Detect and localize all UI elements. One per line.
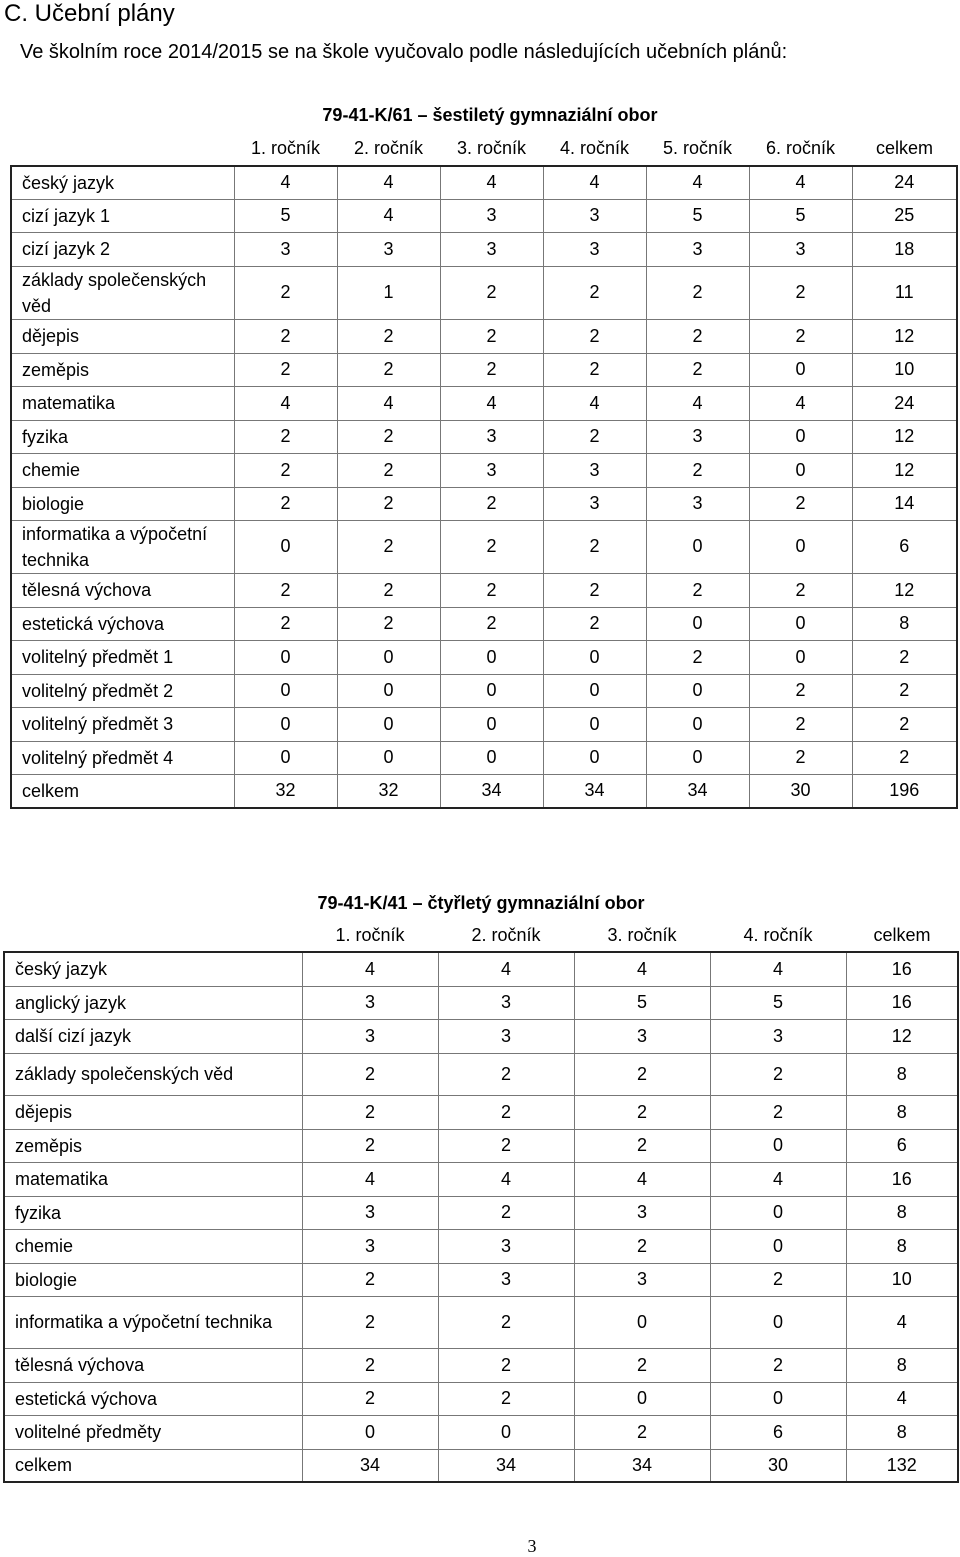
- value-cell: 0: [646, 520, 749, 573]
- value-cell: 2: [337, 453, 440, 487]
- column-header: 4. ročník: [743, 924, 813, 945]
- value-cell: 0: [543, 707, 646, 741]
- value-cell: 2: [302, 1382, 438, 1415]
- value-cell: 0: [646, 707, 749, 741]
- value-cell: 2: [438, 1095, 574, 1129]
- value-cell: 0: [234, 741, 337, 774]
- value-cell: 2: [234, 453, 337, 487]
- subject-cell: základy společenských věd: [11, 266, 234, 319]
- value-cell: 2: [438, 1129, 574, 1162]
- table-row: [4, 1229, 958, 1263]
- section-heading: C. Učební plány: [4, 0, 175, 27]
- value-cell: 3: [440, 199, 543, 232]
- value-cell: 0: [646, 741, 749, 774]
- value-cell: 4: [574, 1162, 710, 1196]
- value-cell: 3: [438, 1229, 574, 1263]
- value-cell: 2: [710, 1263, 846, 1296]
- table-row: [4, 1296, 958, 1348]
- value-cell: 3: [543, 199, 646, 232]
- value-cell: 1: [337, 266, 440, 319]
- value-cell: 5: [749, 199, 852, 232]
- column-header: celkem: [873, 924, 931, 945]
- value-cell: 2: [440, 520, 543, 573]
- value-cell: 2: [337, 573, 440, 607]
- value-cell: 2: [710, 1348, 846, 1382]
- value-cell: 0: [710, 1382, 846, 1415]
- value-cell: 2: [749, 707, 852, 741]
- table-row: [11, 166, 957, 199]
- value-cell: 3: [302, 1229, 438, 1263]
- value-cell: 3: [302, 986, 438, 1019]
- value-cell: 12: [852, 453, 957, 487]
- value-cell: 3: [646, 232, 749, 266]
- value-cell: 2: [438, 1196, 574, 1229]
- value-cell: 0: [749, 640, 852, 674]
- column-header: 3. ročník: [607, 924, 677, 945]
- value-cell: 2: [574, 1415, 710, 1449]
- value-cell: 3: [337, 232, 440, 266]
- value-cell: 2: [749, 741, 852, 774]
- table-row: [11, 573, 957, 607]
- value-cell: 3: [440, 232, 543, 266]
- value-cell: 4: [440, 166, 543, 199]
- header-row: [11, 132, 957, 166]
- value-cell: 0: [749, 520, 852, 573]
- value-cell: 2: [438, 1382, 574, 1415]
- value-cell: 2: [440, 607, 543, 640]
- table-row: [11, 774, 957, 808]
- header-row: [4, 919, 958, 952]
- value-cell: 5: [234, 199, 337, 232]
- value-cell: 2: [749, 319, 852, 353]
- subject-cell: chemie: [4, 1229, 302, 1263]
- value-cell: 4: [574, 952, 710, 986]
- value-cell: 3: [543, 487, 646, 520]
- value-cell: 3: [438, 986, 574, 1019]
- value-cell: 2: [234, 353, 337, 386]
- value-cell: 3: [302, 1196, 438, 1229]
- value-cell: 0: [440, 741, 543, 774]
- subject-cell: dějepis: [11, 319, 234, 353]
- value-cell: 0: [337, 674, 440, 707]
- value-cell: 2: [574, 1095, 710, 1129]
- value-cell: 34: [302, 1449, 438, 1482]
- table-row: [11, 319, 957, 353]
- table-row: [11, 640, 957, 674]
- value-cell: 0: [710, 1196, 846, 1229]
- value-cell: 2: [438, 1348, 574, 1382]
- subject-cell: dějepis: [4, 1095, 302, 1129]
- value-cell: 0: [710, 1229, 846, 1263]
- table-row: [4, 1449, 958, 1482]
- value-cell: 0: [440, 640, 543, 674]
- value-cell: 8: [846, 1415, 958, 1449]
- subject-cell: cizí jazyk 1: [11, 199, 234, 232]
- subject-cell: český jazyk: [11, 166, 234, 199]
- value-cell: 10: [852, 353, 957, 386]
- value-cell: 0: [646, 674, 749, 707]
- value-cell: 0: [574, 1382, 710, 1415]
- table-row: [11, 741, 957, 774]
- table-four-year-plan: [3, 919, 959, 1483]
- value-cell: 11: [852, 266, 957, 319]
- value-cell: 8: [846, 1196, 958, 1229]
- subject-cell: zeměpis: [11, 353, 234, 386]
- value-cell: 8: [852, 607, 957, 640]
- value-cell: 2: [543, 573, 646, 607]
- value-cell: 24: [852, 166, 957, 199]
- table-row: [4, 1196, 958, 1229]
- subject-cell: základy společenských věd: [4, 1053, 302, 1095]
- value-cell: 30: [710, 1449, 846, 1482]
- value-cell: 2: [646, 573, 749, 607]
- value-cell: 6: [710, 1415, 846, 1449]
- subject-cell: matematika: [11, 386, 234, 420]
- subject-cell: tělesná výchova: [4, 1348, 302, 1382]
- value-cell: 12: [852, 573, 957, 607]
- subject-cell: fyzika: [11, 420, 234, 453]
- table-row: [11, 232, 957, 266]
- subject-cell: cizí jazyk 2: [11, 232, 234, 266]
- value-cell: 16: [846, 952, 958, 986]
- value-cell: 2: [749, 573, 852, 607]
- table-row: [11, 607, 957, 640]
- value-cell: 3: [438, 1019, 574, 1053]
- subject-cell: estetická výchova: [4, 1382, 302, 1415]
- subject-cell: volitelný předmět 1: [11, 640, 234, 674]
- value-cell: 34: [440, 774, 543, 808]
- table-row: [4, 1382, 958, 1415]
- value-cell: 3: [646, 487, 749, 520]
- value-cell: 4: [846, 1382, 958, 1415]
- table-row: [11, 487, 957, 520]
- value-cell: 4: [438, 952, 574, 986]
- value-cell: 2: [543, 319, 646, 353]
- subject-cell: informatika a výpočetní technika: [4, 1296, 302, 1348]
- value-cell: 2: [646, 319, 749, 353]
- header-blank-cell: [11, 132, 234, 166]
- value-cell: 2: [440, 353, 543, 386]
- value-cell: 5: [646, 199, 749, 232]
- value-cell: 32: [234, 774, 337, 808]
- value-cell: 34: [646, 774, 749, 808]
- column-header: 1. ročník: [250, 138, 321, 158]
- value-cell: 0: [438, 1415, 574, 1449]
- value-cell: 2: [302, 1348, 438, 1382]
- value-cell: 8: [846, 1053, 958, 1095]
- value-cell: 4: [710, 952, 846, 986]
- value-cell: 0: [749, 453, 852, 487]
- value-cell: 3: [574, 1263, 710, 1296]
- value-cell: 2: [234, 319, 337, 353]
- value-cell: 196: [852, 774, 957, 808]
- header-blank-cell: [4, 919, 302, 952]
- value-cell: 0: [337, 640, 440, 674]
- value-cell: 3: [440, 420, 543, 453]
- table-row: [11, 520, 957, 573]
- value-cell: 2: [337, 319, 440, 353]
- value-cell: 4: [337, 166, 440, 199]
- column-header: celkem: [875, 138, 933, 158]
- column-header: 2. ročník: [471, 924, 541, 945]
- table-row: [11, 453, 957, 487]
- value-cell: 5: [710, 986, 846, 1019]
- value-cell: 2: [646, 640, 749, 674]
- value-cell: 0: [337, 707, 440, 741]
- value-cell: 24: [852, 386, 957, 420]
- subject-cell: další cizí jazyk: [4, 1019, 302, 1053]
- value-cell: 0: [234, 707, 337, 741]
- value-cell: 0: [234, 520, 337, 573]
- subject-cell: volitelný předmět 2: [11, 674, 234, 707]
- subject-cell: matematika: [4, 1162, 302, 1196]
- value-cell: 2: [302, 1095, 438, 1129]
- value-cell: 0: [749, 607, 852, 640]
- value-cell: 0: [574, 1296, 710, 1348]
- value-cell: 2: [710, 1095, 846, 1129]
- value-cell: 10: [846, 1263, 958, 1296]
- subject-cell: volitelný předmět 4: [11, 741, 234, 774]
- value-cell: 2: [440, 487, 543, 520]
- value-cell: 2: [543, 420, 646, 453]
- value-cell: 2: [337, 353, 440, 386]
- value-cell: 2: [337, 487, 440, 520]
- value-cell: 12: [852, 420, 957, 453]
- value-cell: 3: [302, 1019, 438, 1053]
- value-cell: 8: [846, 1095, 958, 1129]
- value-cell: 0: [710, 1129, 846, 1162]
- value-cell: 4: [234, 166, 337, 199]
- table-row: [11, 674, 957, 707]
- value-cell: 0: [302, 1415, 438, 1449]
- value-cell: 3: [574, 1196, 710, 1229]
- value-cell: 4: [438, 1162, 574, 1196]
- value-cell: 2: [852, 640, 957, 674]
- value-cell: 16: [846, 1162, 958, 1196]
- value-cell: 34: [543, 774, 646, 808]
- table-row: [11, 707, 957, 741]
- value-cell: 2: [440, 573, 543, 607]
- value-cell: 30: [749, 774, 852, 808]
- value-cell: 32: [337, 774, 440, 808]
- table-row: [11, 420, 957, 453]
- value-cell: 2: [438, 1296, 574, 1348]
- value-cell: 34: [438, 1449, 574, 1482]
- value-cell: 3: [574, 1019, 710, 1053]
- table-row: [4, 1129, 958, 1162]
- value-cell: 2: [646, 453, 749, 487]
- value-cell: 3: [646, 420, 749, 453]
- value-cell: 2: [302, 1129, 438, 1162]
- table-row: [4, 986, 958, 1019]
- value-cell: 4: [440, 386, 543, 420]
- value-cell: 2: [543, 353, 646, 386]
- table-six-year-plan: [10, 132, 958, 809]
- value-cell: 2: [337, 520, 440, 573]
- value-cell: 4: [749, 386, 852, 420]
- table-row: [4, 1053, 958, 1095]
- table-row: [4, 1348, 958, 1382]
- column-header: 1. ročník: [335, 924, 405, 945]
- subject-cell: biologie: [4, 1263, 302, 1296]
- value-cell: 2: [543, 266, 646, 319]
- subject-cell: tělesná výchova: [11, 573, 234, 607]
- subject-cell: fyzika: [4, 1196, 302, 1229]
- table-row: [4, 1415, 958, 1449]
- subject-cell: estetická výchova: [11, 607, 234, 640]
- value-cell: 0: [440, 674, 543, 707]
- value-cell: 18: [852, 232, 957, 266]
- table-row: [4, 1162, 958, 1196]
- value-cell: 2: [543, 607, 646, 640]
- subject-cell: informatika a výpočetní technika: [11, 520, 234, 573]
- subject-cell: zeměpis: [4, 1129, 302, 1162]
- table1-title: 79-41-K/61 – šestiletý gymnaziální obor: [322, 105, 658, 125]
- subject-cell: volitelné předměty: [4, 1415, 302, 1449]
- table-row: [4, 1019, 958, 1053]
- value-cell: 3: [543, 453, 646, 487]
- value-cell: 2: [710, 1053, 846, 1095]
- value-cell: 12: [846, 1019, 958, 1053]
- subject-cell: český jazyk: [4, 952, 302, 986]
- value-cell: 0: [543, 640, 646, 674]
- value-cell: 4: [302, 952, 438, 986]
- value-cell: 2: [852, 674, 957, 707]
- value-cell: 2: [337, 607, 440, 640]
- value-cell: 2: [574, 1348, 710, 1382]
- value-cell: 2: [749, 674, 852, 707]
- value-cell: 4: [337, 386, 440, 420]
- value-cell: 2: [302, 1053, 438, 1095]
- value-cell: 12: [852, 319, 957, 353]
- value-cell: 2: [574, 1229, 710, 1263]
- page-number: 3: [527, 1536, 537, 1556]
- subject-cell: celkem: [11, 774, 234, 808]
- subject-cell: celkem: [4, 1449, 302, 1482]
- value-cell: 0: [749, 420, 852, 453]
- value-cell: 2: [440, 319, 543, 353]
- value-cell: 0: [543, 741, 646, 774]
- value-cell: 0: [646, 607, 749, 640]
- value-cell: 2: [337, 420, 440, 453]
- value-cell: 4: [710, 1162, 846, 1196]
- value-cell: 0: [710, 1296, 846, 1348]
- subject-cell: biologie: [11, 487, 234, 520]
- value-cell: 8: [846, 1229, 958, 1263]
- value-cell: 4: [646, 386, 749, 420]
- column-header: 2. ročník: [353, 138, 424, 158]
- intro-text: Ve školním roce 2014/2015 se na škole vyučovalo podle následujících učebních plánů:: [20, 41, 788, 63]
- table-row: [11, 353, 957, 386]
- value-cell: 4: [337, 199, 440, 232]
- value-cell: 2: [574, 1129, 710, 1162]
- column-header: 6. ročník: [765, 138, 836, 158]
- table-row: [4, 952, 958, 986]
- value-cell: 2: [234, 607, 337, 640]
- value-cell: 2: [574, 1053, 710, 1095]
- value-cell: 4: [234, 386, 337, 420]
- value-cell: 3: [749, 232, 852, 266]
- table-row: [11, 386, 957, 420]
- value-cell: 0: [337, 741, 440, 774]
- value-cell: 4: [302, 1162, 438, 1196]
- value-cell: 132: [846, 1449, 958, 1482]
- value-cell: 2: [646, 353, 749, 386]
- value-cell: 25: [852, 199, 957, 232]
- table-row: [4, 1095, 958, 1129]
- subject-cell: volitelný předmět 3: [11, 707, 234, 741]
- table-row: [11, 266, 957, 319]
- value-cell: 3: [710, 1019, 846, 1053]
- value-cell: 2: [234, 573, 337, 607]
- value-cell: 2: [852, 707, 957, 741]
- value-cell: 2: [302, 1263, 438, 1296]
- value-cell: 0: [234, 674, 337, 707]
- value-cell: 14: [852, 487, 957, 520]
- value-cell: 4: [749, 166, 852, 199]
- column-header: 3. ročník: [456, 138, 527, 158]
- table-row: [4, 1263, 958, 1296]
- value-cell: 4: [543, 386, 646, 420]
- value-cell: 2: [234, 487, 337, 520]
- value-cell: 3: [440, 453, 543, 487]
- column-header: 4. ročník: [559, 138, 630, 158]
- value-cell: 8: [846, 1348, 958, 1382]
- subject-cell: chemie: [11, 453, 234, 487]
- value-cell: 2: [852, 741, 957, 774]
- value-cell: 3: [234, 232, 337, 266]
- value-cell: 2: [646, 266, 749, 319]
- value-cell: 0: [749, 353, 852, 386]
- table2-title: 79-41-K/41 – čtyřletý gymnaziální obor: [317, 893, 645, 913]
- value-cell: 6: [852, 520, 957, 573]
- value-cell: 3: [438, 1263, 574, 1296]
- value-cell: 4: [646, 166, 749, 199]
- value-cell: 0: [234, 640, 337, 674]
- table-row: [11, 199, 957, 232]
- value-cell: 2: [234, 420, 337, 453]
- value-cell: 2: [234, 266, 337, 319]
- value-cell: 2: [749, 266, 852, 319]
- value-cell: 16: [846, 986, 958, 1019]
- value-cell: 2: [749, 487, 852, 520]
- value-cell: 34: [574, 1449, 710, 1482]
- value-cell: 0: [543, 674, 646, 707]
- value-cell: 2: [440, 266, 543, 319]
- value-cell: 6: [846, 1129, 958, 1162]
- subject-cell: anglický jazyk: [4, 986, 302, 1019]
- value-cell: 2: [302, 1296, 438, 1348]
- value-cell: 5: [574, 986, 710, 1019]
- value-cell: 0: [440, 707, 543, 741]
- value-cell: 4: [846, 1296, 958, 1348]
- value-cell: 2: [438, 1053, 574, 1095]
- value-cell: 2: [543, 520, 646, 573]
- column-header: 5. ročník: [662, 138, 733, 158]
- value-cell: 3: [543, 232, 646, 266]
- value-cell: 4: [543, 166, 646, 199]
